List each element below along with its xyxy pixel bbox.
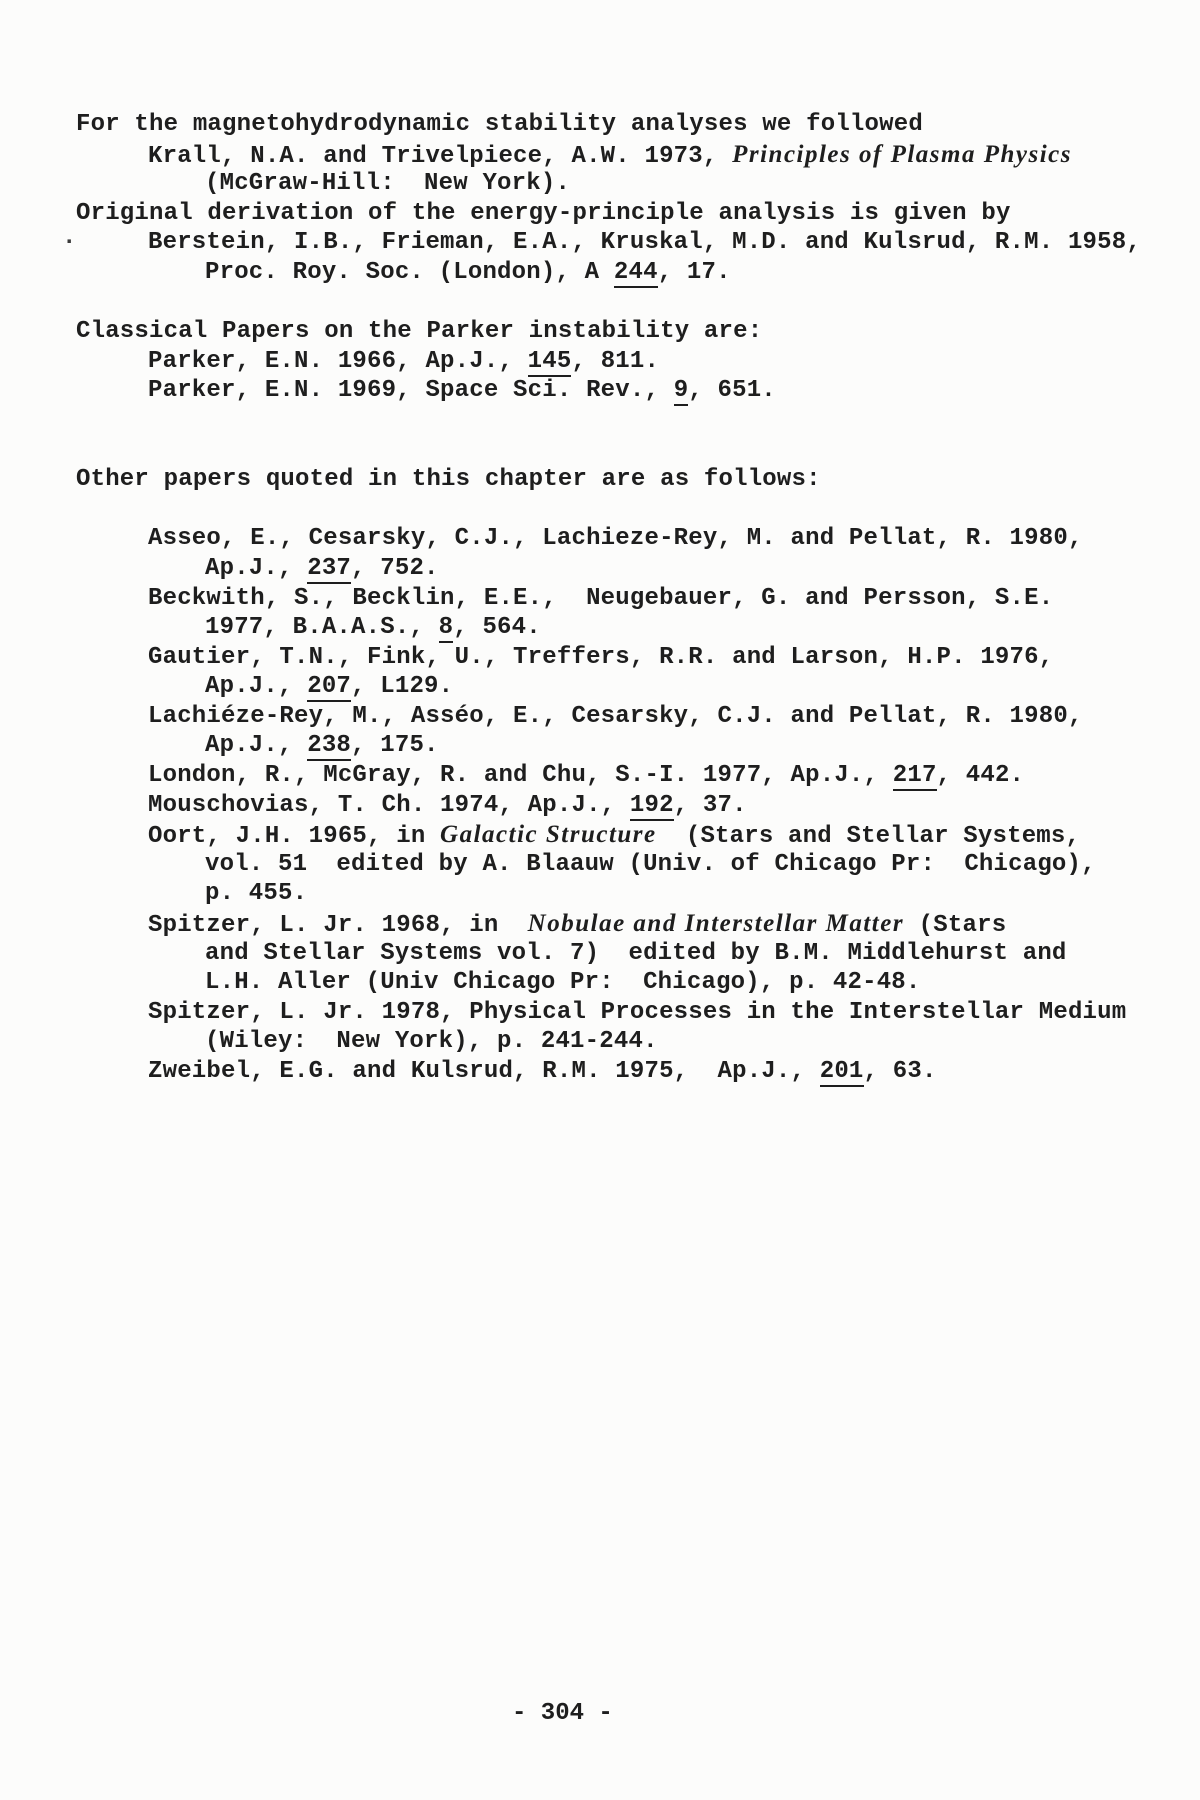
text-line	[148, 1057, 1166, 1087]
text-segment: Spitzer, L. Jr. 1968, in	[148, 912, 528, 940]
text-segment: Proc. Roy. Soc. (London), A	[205, 258, 614, 286]
text-segment: (Wiley: New York), p. 241-244.	[205, 1028, 658, 1056]
text-segment: 237	[307, 554, 352, 582]
page-number: - 304 -	[512, 1700, 613, 1727]
text-line	[205, 672, 1166, 702]
text-line	[148, 376, 1166, 406]
text-segment: Beckwith, S., Becklin, E.E., Neugebauer, G. and Persson, S.E.	[148, 584, 1054, 612]
text-segment: 8	[438, 614, 454, 642]
text-segment: For the magnetohydrodynamic stability analyses we followed	[76, 111, 923, 138]
text-line	[205, 613, 1166, 643]
text-segment: (Stars and Stellar Systems,	[656, 823, 1081, 851]
text-segment: , 564.	[453, 614, 541, 642]
text-segment: (Stars	[904, 912, 1007, 940]
text-segment: Krall, N.A. and Trivelpiece, A.W. 1973,	[148, 142, 733, 170]
blank-line	[76, 436, 1166, 466]
text-segment: Galactic Structure	[440, 821, 657, 849]
text-segment: , L129.	[351, 673, 454, 701]
text-segment: (McGraw-Hill: New York).	[205, 170, 571, 198]
text-line	[205, 850, 1166, 880]
text-segment: p. 455.	[205, 880, 308, 908]
text-segment: Other papers quoted in this chapter are as follows:	[76, 466, 821, 494]
text-line	[148, 909, 1166, 939]
text-segment: London, R., McGray, R. and Chu, S.-I. 1977, Ap.J.,	[148, 762, 893, 790]
text-line	[148, 791, 1166, 821]
text-line	[205, 879, 1166, 909]
text-line	[205, 939, 1166, 969]
text-segment: 192	[629, 791, 674, 819]
scan-speck-dot: .	[62, 224, 77, 251]
text-line	[205, 1027, 1166, 1057]
text-line	[76, 465, 1166, 495]
text-segment: Classical Papers on the Parker instability are:	[76, 318, 763, 346]
text-line	[76, 110, 1166, 140]
text-line	[148, 228, 1166, 258]
text-segment: Nobulae and Interstellar Matter	[527, 910, 905, 938]
text-line	[76, 317, 1166, 347]
page-text	[76, 110, 1166, 1087]
blank-line	[76, 288, 1166, 318]
text-line	[205, 731, 1166, 761]
text-segment: 244	[613, 258, 658, 286]
text-segment: 217	[892, 762, 937, 790]
text-line	[148, 643, 1166, 673]
text-segment: L.H. Aller (Univ Chicago Pr: Chicago), p. 42-48.	[205, 969, 921, 997]
text-line	[148, 347, 1166, 377]
text-segment: Gautier, T.N., Fink, U., Treffers, R.R. and Larson, H.P. 1976,	[148, 643, 1054, 671]
text-segment: Mouschovias, T. Ch. 1974, Ap.J.,	[148, 791, 630, 819]
text-segment: Ap.J.,	[205, 732, 308, 760]
text-segment: , 442.	[936, 762, 1025, 790]
text-line	[148, 820, 1166, 850]
text-segment: Spitzer, L. Jr. 1978, Physical Processes in the Interstellar Medium	[148, 998, 1127, 1026]
text-segment: 9	[673, 377, 689, 405]
text-segment: Asseo, E., Cesarsky, C.J., Lachieze-Rey, M. and Pellat, R. 1980,	[148, 525, 1083, 553]
text-segment: Ap.J.,	[205, 673, 308, 701]
text-segment: 1977, B.A.A.S.,	[205, 614, 439, 642]
text-segment: Oort, J.H. 1965, in	[148, 823, 441, 851]
text-segment: 238	[307, 732, 352, 760]
text-line	[205, 169, 1166, 199]
text-segment: , 37.	[673, 791, 747, 819]
text-segment: Parker, E.N. 1969, Space Sci. Rev.,	[148, 377, 674, 405]
blank-line	[76, 406, 1166, 436]
text-segment: Principles of Plasma Physics	[732, 140, 1072, 168]
text-line	[148, 998, 1166, 1028]
text-segment: Parker, E.N. 1966, Ap.J.,	[148, 347, 528, 375]
text-segment: , 17.	[657, 258, 731, 286]
text-segment: , 175.	[351, 732, 439, 760]
text-segment: , 811.	[571, 347, 660, 375]
text-line	[148, 140, 1166, 170]
text-segment: Berstein, I.B., Frieman, E.A., Kruskal, M.D. and Kulsrud, R.M. 1958,	[148, 229, 1141, 257]
text-segment: Original derivation of the energy-principle analysis is given by	[76, 199, 1011, 227]
text-line	[76, 199, 1166, 229]
text-segment: 207	[307, 673, 352, 701]
text-segment: Zweibel, E.G. and Kulsrud, R.M. 1975, Ap.J.,	[148, 1058, 820, 1085]
blank-line	[76, 495, 1166, 525]
text-segment: , 752.	[351, 554, 439, 582]
text-line	[148, 584, 1166, 614]
text-segment: and Stellar Systems vol. 7) edited by B.M. Middlehurst and	[205, 939, 1067, 967]
text-segment: Ap.J.,	[205, 554, 308, 582]
text-segment: Lachiéze-Rey, M., Asséo, E., Cesarsky, C.J. and Pellat, R. 1980,	[148, 702, 1083, 730]
text-line	[205, 968, 1166, 998]
text-line	[205, 258, 1166, 288]
text-segment: vol. 51 edited by A. Blaauw (Univ. of Chicago Pr: Chicago),	[205, 850, 1096, 878]
text-line	[148, 702, 1166, 732]
text-line	[148, 524, 1166, 554]
text-line	[148, 761, 1166, 791]
text-segment: 201	[819, 1058, 864, 1085]
text-line	[205, 554, 1166, 584]
text-segment: 145	[527, 347, 572, 375]
text-segment: , 63.	[863, 1058, 937, 1085]
text-segment: , 651.	[688, 377, 776, 405]
